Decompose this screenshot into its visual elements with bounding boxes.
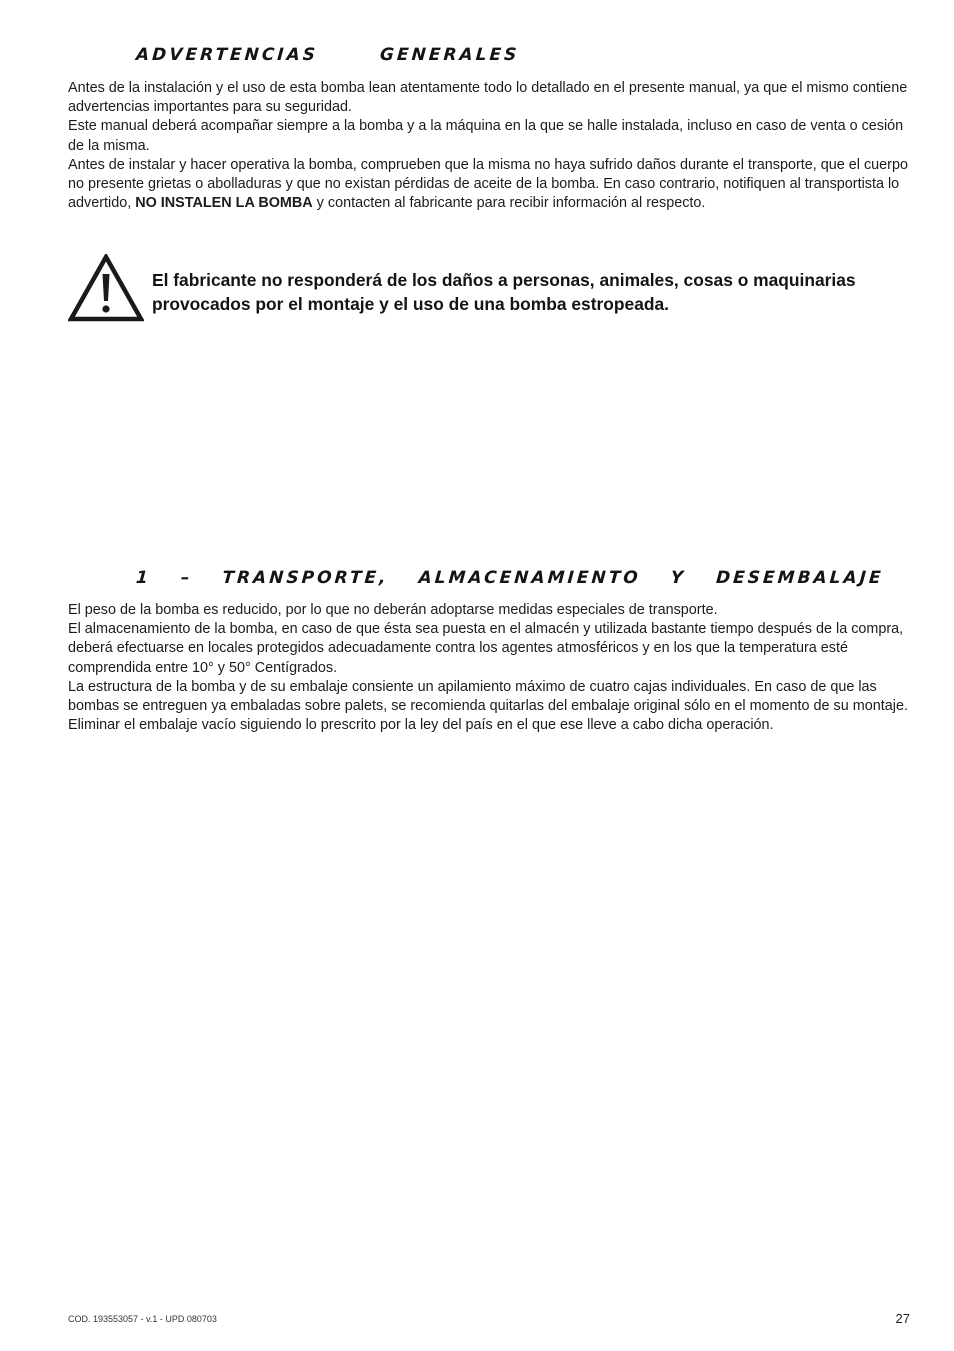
text-run: y contacten al fabricante para recibir información al respecto. xyxy=(312,195,706,212)
paragraph xyxy=(68,156,914,214)
title-word: ALMACENAMIENTO xyxy=(417,568,642,588)
manufacturer-liability-warning: El fabricante no responderá de los daños a personas, animales, cosas o maquinarias provocados por el montaje y el uso de una bomba estropeada. xyxy=(152,270,856,314)
bold-warning-text: NO INSTALEN LA BOMBA xyxy=(135,195,313,212)
paragraph: Este manual deberá acompañar siempre a la bomba y a la máquina en la que se halle instalada, incluso en caso de venta o cesión de la misma. xyxy=(68,118,904,154)
general-warnings-body xyxy=(68,79,914,213)
section-title-general-warnings xyxy=(135,45,520,65)
text-run: Antes de instalar y hacer operativa la bomba, comprueben que la misma no haya sufrido daños durante el transporte, que el cuerpo no presente grietas o abolladuras y que no existan pérdidas de aceite de la bomba. En caso contrario, notifiquen al transportista lo advertido, xyxy=(68,156,908,212)
paragraph: La estructura de la bomba y de su embalaje consiente un apilamiento máximo de cuatro cajas individuales. En caso de que las bombas se entreguen ya embaladas sobre palets, se recomienda quitarlas del embalaje original sólo en el momento de su montaje. xyxy=(68,678,908,715)
paragraph: El almacenamiento de la bomba, en caso de que ésta sea puesta en el almacén y utilizada bastante tiempo después de la compra, deberá efectuarse en locales protegidos adecuadamente contra los agentes atmosféricos y en los que la temperatura esté comprendida entre 10° y 50° Centígrados. xyxy=(68,621,904,676)
title-word: 1 xyxy=(135,568,152,588)
section-title-transport xyxy=(135,568,884,588)
title-word: DESEMBALAJE xyxy=(715,568,885,588)
warning-triangle-icon xyxy=(68,254,144,322)
paragraph: Eliminar el embalaje vacío siguiendo lo prescrito por la ley del país en el que ese lleve a cabo dicha operación. xyxy=(68,717,774,734)
paragraph: El peso de la bomba es reducido, por lo que no deberán adoptarse medidas especiales de transporte. xyxy=(68,602,718,618)
title-word: ADVERTENCIAS xyxy=(135,45,319,65)
title-word: Y xyxy=(670,568,687,588)
transport-body xyxy=(68,601,914,735)
title-word: TRANSPORTE, xyxy=(221,568,390,588)
page-number: 27 xyxy=(895,1311,910,1326)
title-word: GENERALES xyxy=(379,45,521,65)
paragraph: Antes de la instalación y el uso de esta bomba lean atentamente todo lo detallado en el presente manual, ya que el mismo contiene advertencias importantes para su seguridad. xyxy=(68,80,908,116)
title-word: – xyxy=(180,568,194,588)
document-code: COD. 193553057 - v.1 - UPD 080703 xyxy=(68,1314,217,1324)
